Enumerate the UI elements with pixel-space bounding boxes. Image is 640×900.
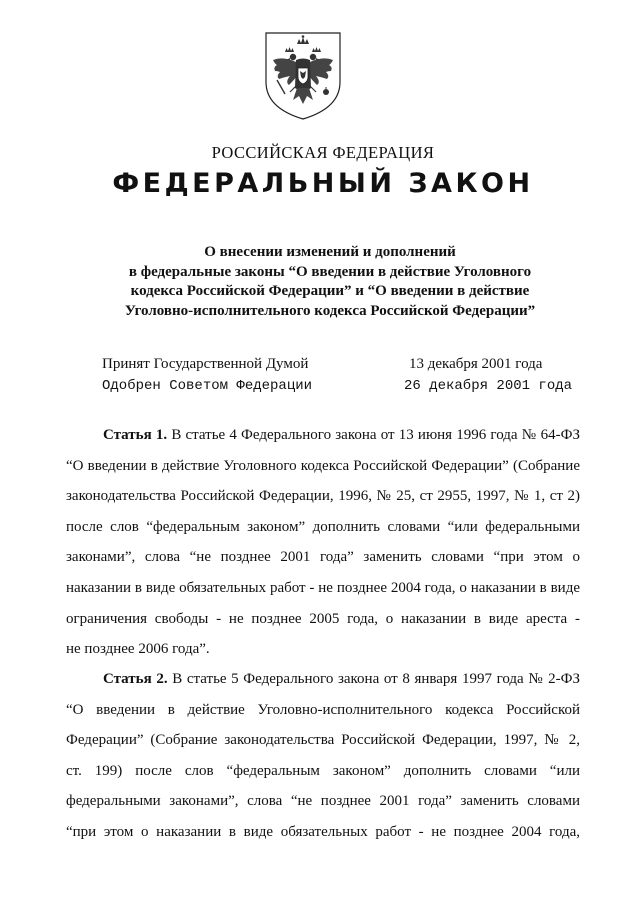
council-approval-date: 26 декабря 2001 года [404,378,573,394]
article-line: федеральными законами”, слова “не позднее 2001 года” заменить словами [66,793,580,810]
article-line: законами”, слова “не позднее 2001 года” заменить словами “при этом о [66,549,580,566]
article-line: Статья 1. В статье 4 Федерального закона от 13 июня 1996 года № 64-ФЗ [103,427,580,443]
country-name: РОССИЙСКАЯ ФЕДЕРАЦИЯ [211,143,435,162]
article-line: законодательства Российской Федерации, 1996, № 25, ст 2955, 1997, № 1, ст 2) [66,488,580,505]
article-line: наказании в виде обязательных работ - не позднее 2004 года, о наказании в виде [66,579,580,596]
law-title-line: Уголовно-исполнительного кодекса Российской Федерации” [124,302,536,319]
article-1 [66,420,580,665]
article-line: Статья 2. В статье 5 Федерального закона от 8 января 1997 года № 2-ФЗ [103,671,580,687]
duma-adoption-label: Принят Государственной Думой [102,356,309,372]
law-title [80,243,580,321]
coat-of-arms-emblem [263,30,343,122]
article-line: после слов “федеральным законом” дополнить словами “или федеральными [66,518,580,535]
article-line: Федерации” (Собрание законодательства Российской Федерации, 1997, № 2, [66,732,580,749]
law-title-line: О внесении изменений и дополнений [204,244,456,260]
article-line: ограничения свободы - не позднее 2005 года, о наказании в виде ареста - [66,610,580,627]
article-line: “О введении в действие Уголовного кодекса Российской Федерации” (Собрание [66,457,580,474]
article-2 [66,664,580,848]
article-line: “О введении в действие Уголовно-исполнительного кодекса Российской [66,701,580,718]
document-type-heading: ФЕДЕРАЛЬНЫЙ ЗАКОН [112,168,534,199]
council-approval-label: Одобрен Советом Федерации [102,378,313,394]
law-title-line: в федеральные законы “О введении в действие Уголовного [128,263,532,280]
article-2-label: Статья 2. [103,671,168,687]
article-line: “при этом о наказании в виде обязательных работ - не позднее 2004 года, [66,823,580,840]
article-line: не позднее 2006 года”. [66,641,210,658]
article-1-label: Статья 1. [103,427,168,443]
article-line: ст. 199) после слов “федеральным законом” дополнить словами “или [66,762,580,779]
duma-adoption-date: 13 декабря 2001 года [409,356,543,372]
law-title-line: кодекса Российской Федерации” и “О введении в действие [130,283,530,299]
